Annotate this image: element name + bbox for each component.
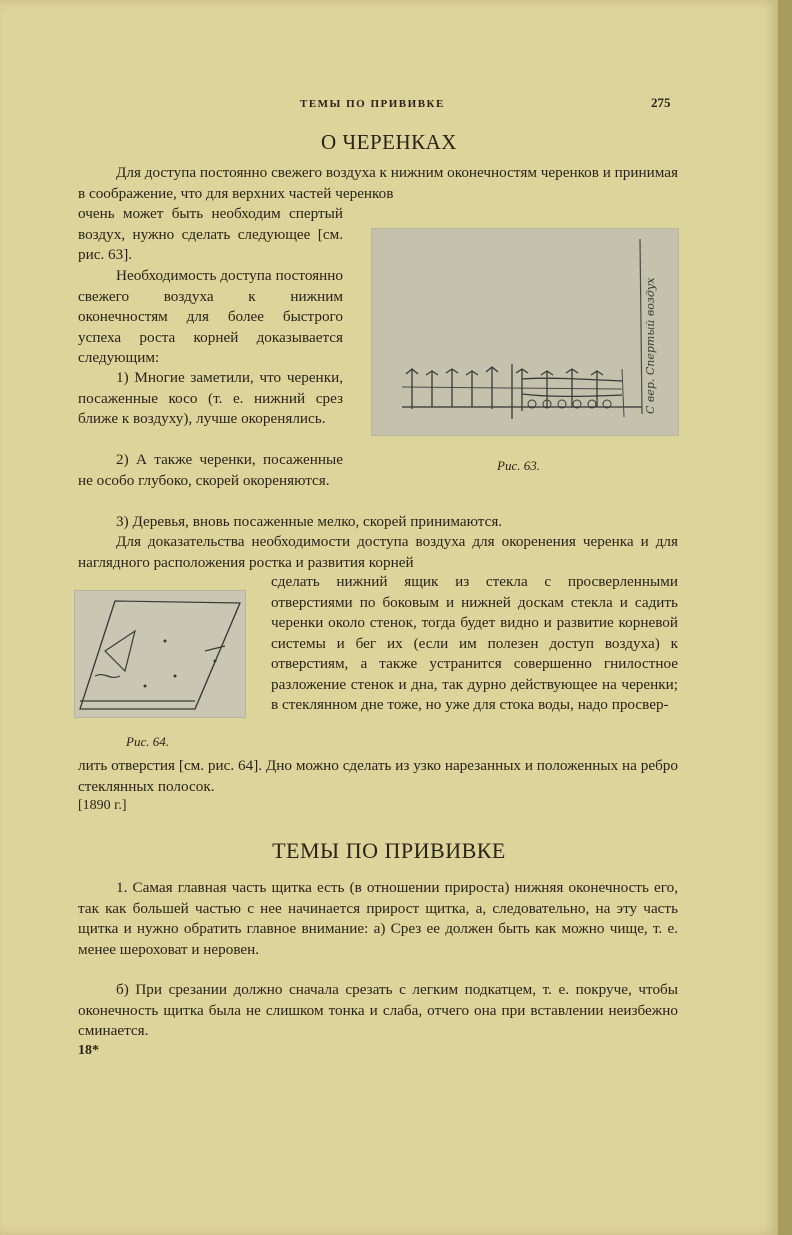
figure-63 [371, 228, 679, 436]
paragraph-point-3: 3) Деревья, вновь посаженные мелко, скорей принимаются. [116, 513, 503, 530]
paragraph-grafting-2: б) При срезании должно сначала срезать с легким подкатцем, т. е. покруче, чтобы оконечность щитка была не слишком тонка и слаба, отчего она при вставлении неизбежно сминается. [78, 981, 678, 1039]
paragraph-necessity: Необходимость доступа постоянно свежего воздуха к нижним оконечностям для более быстрого успеха роста корней доказывается следующим: [78, 267, 343, 366]
paragraph-intro-continued: очень может быть необходим спертый воздух, нужно сделать следующее [см. рис. 63]. [78, 205, 343, 263]
figure-63-drawing [372, 229, 678, 435]
signature-mark: 18* [78, 1043, 99, 1058]
figure-63-caption: Рис. 63. [497, 458, 540, 473]
paragraph-proof-end: лить отверстия [см. рис. 64]. Дно можно сделать из узко нарезанных и положенных на ребро стеклянных полосок. [78, 757, 678, 795]
section-title-cuttings: О ЧЕРЕНКАХ [321, 130, 457, 154]
paragraph-intro: Для доступа постоянно свежего воздуха к нижним оконечностям черенков и принимая в соображение, что для верхних частей черенков [78, 164, 679, 202]
figure-64-caption: Рис. 64. [126, 734, 169, 749]
paragraph-point-1: 1) Многие заметили, что черенки, посаженные косо (т. е. нижний срез ближе к воздуху), лучше окоренялись. [78, 369, 343, 427]
paragraph-proof-side: сделать нижний ящик из стекла с просверленными отверстиями по боковым и нижней доскам стекла и садить черенки около стенок, тогда будет видно и развитие корневой системы и бег их (если им полезен доступ воздуха) к отверстиям, а также устранится совершенно гнилостное разложение стенок и дна, так дурно действующее на черенки; в стеклянном дне тоже, но уже для стока воды, надо просвер- [271, 573, 678, 713]
figure-64-drawing [75, 591, 245, 717]
running-title: ТЕМЫ ПО ПРИВИВКЕ [300, 98, 445, 110]
paragraph-proof: Для доказательства необходимости доступа воздуха для окоренения черенка и для наглядного расположения ростка и развития корней [78, 533, 678, 571]
page-number: 275 [651, 95, 671, 110]
date-note: [1890 г.] [78, 798, 127, 813]
section-title-grafting: ТЕМЫ ПО ПРИВИВКЕ [272, 838, 506, 863]
paragraph-point-2: 2) А также черенки, посаженные не особо глубоко, скорей окореняются. [78, 451, 343, 489]
page-edge [778, 0, 792, 1235]
paragraph-grafting-1: 1. Самая главная часть щитка есть (в отношении прироста) нижняя оконечность его, так как большей частью с нее начинается прирост щитка, а, следовательно, на эту часть щитка и нужно обратить главное внимание: а) Срез ее должен быть как можно чище, т. е. менее шероховат и неровен. [78, 879, 678, 958]
figure-63-label: С вер. Спертый воздух [644, 277, 657, 414]
figure-64 [74, 590, 246, 718]
